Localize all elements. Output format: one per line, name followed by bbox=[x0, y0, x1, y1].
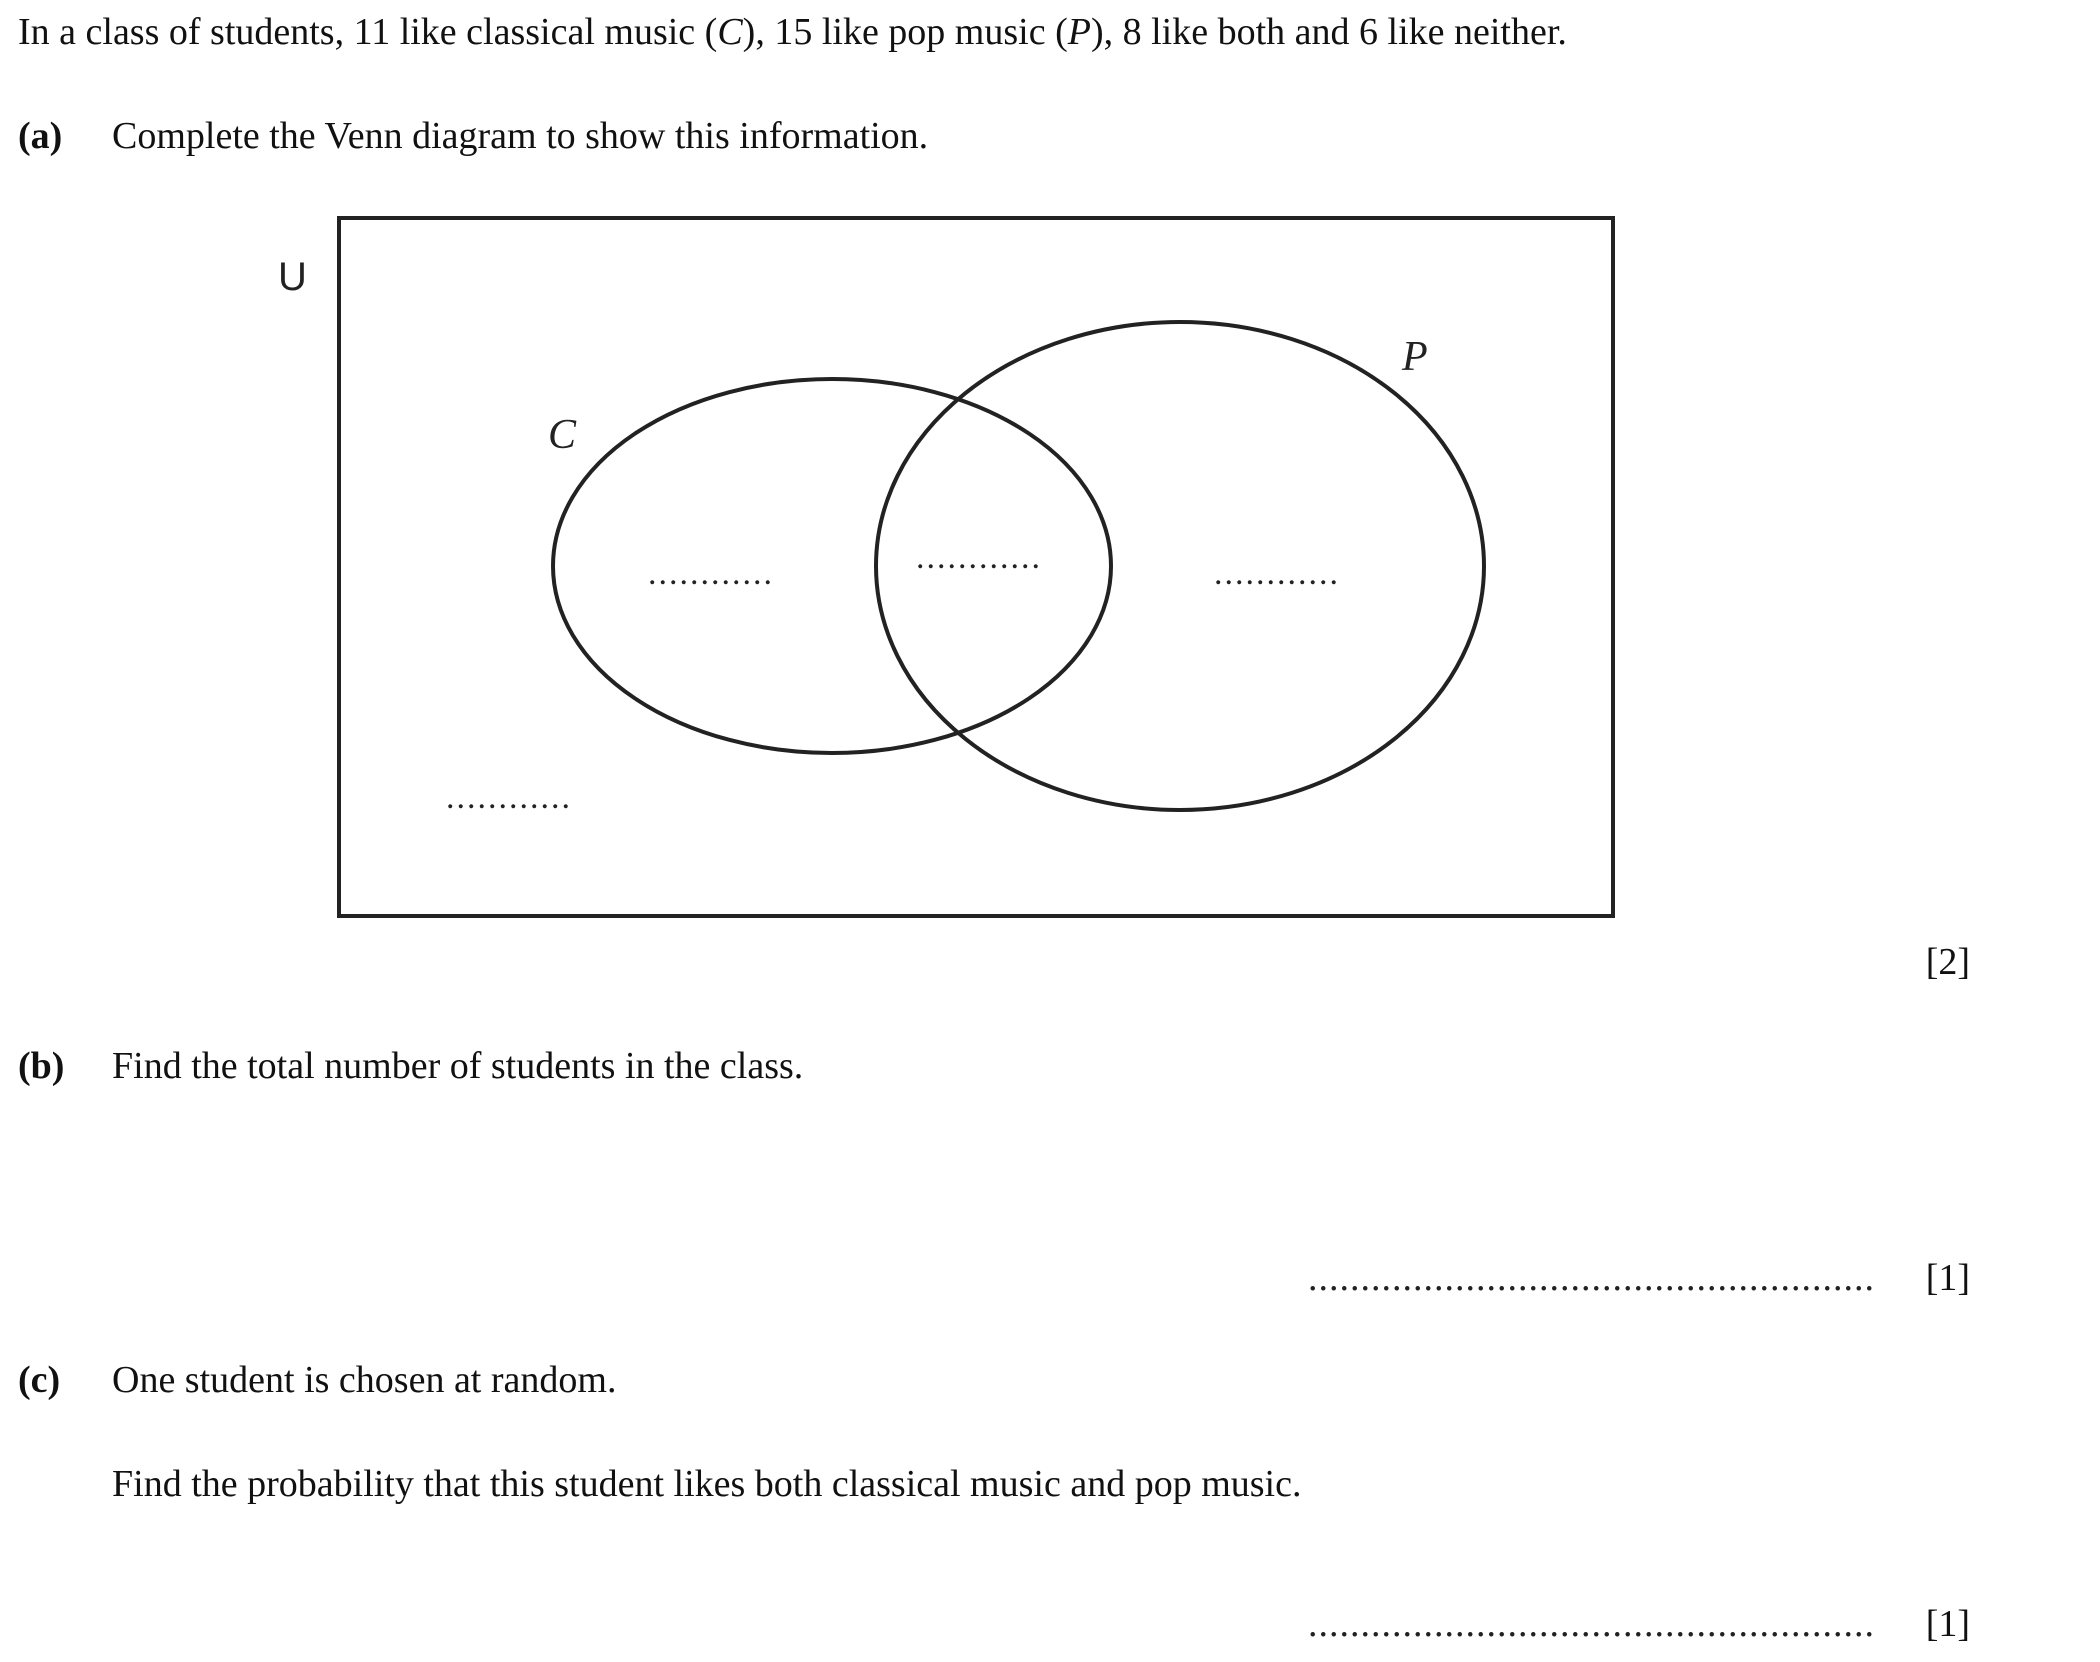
blank-p-only[interactable]: ............ bbox=[1214, 555, 1340, 592]
intro-part2: ), 15 like pop music ( bbox=[742, 11, 1068, 53]
universal-label: U bbox=[278, 255, 307, 299]
intro-p-symbol: P bbox=[1067, 11, 1091, 53]
part-c-text2: Find the probability that this student likes both classical music and pop music. bbox=[112, 1463, 1302, 1505]
intro-c-symbol: C bbox=[717, 11, 743, 53]
part-c-text: One student is chosen at random. bbox=[112, 1359, 617, 1401]
intro-part3: ), 8 like both and 6 like neither. bbox=[1090, 11, 1567, 53]
set-c-label: C bbox=[548, 412, 577, 458]
blank-c-only[interactable]: ............ bbox=[648, 555, 774, 592]
blank-neither[interactable]: ............ bbox=[446, 779, 572, 816]
part-b-answer-line[interactable]: ...................................................... bbox=[1308, 1257, 1875, 1299]
intro-part1: In a class of students, 11 like classical music ( bbox=[18, 11, 718, 53]
part-c-answer-line[interactable]: ...................................................... bbox=[1308, 1603, 1875, 1645]
part-b-marks: [1] bbox=[1925, 1257, 1970, 1299]
part-c-label: (c) bbox=[18, 1359, 61, 1401]
set-p-label: P bbox=[1402, 334, 1428, 380]
blank-both[interactable]: ............ bbox=[916, 539, 1042, 576]
part-b-label: (b) bbox=[18, 1045, 65, 1087]
part-c-marks: [1] bbox=[1925, 1603, 1970, 1645]
part-a-label: (a) bbox=[18, 115, 63, 157]
part-a-marks: [2] bbox=[1925, 941, 1970, 983]
part-a-text: Complete the Venn diagram to show this information. bbox=[112, 115, 929, 157]
part-b-text: Find the total number of students in the class. bbox=[112, 1045, 804, 1087]
